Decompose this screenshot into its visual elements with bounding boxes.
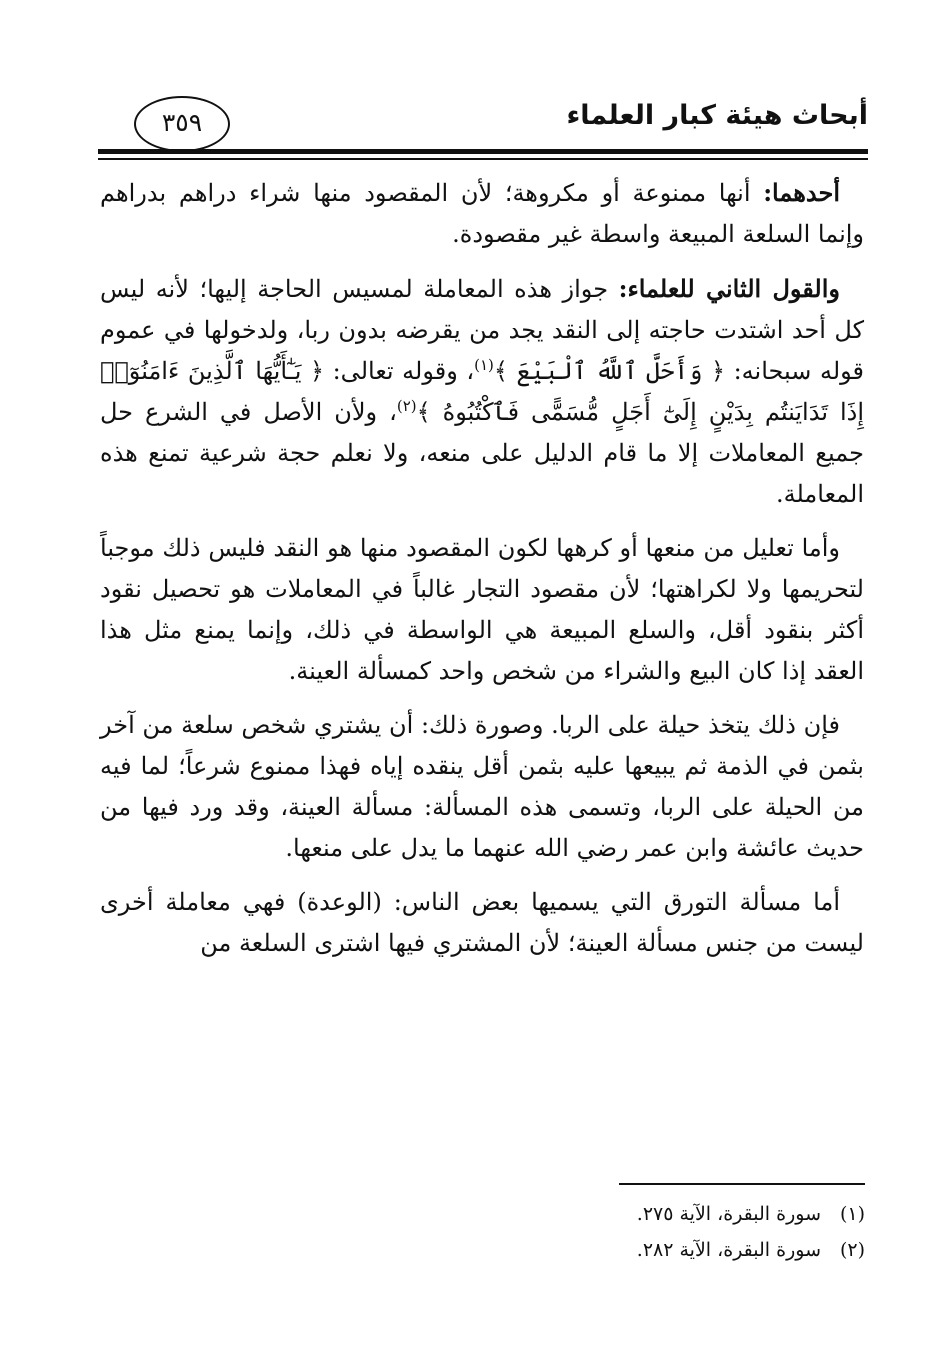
paragraph-text: ، وقوله تعالى: [324,357,475,385]
paragraph-lead: والقول الثاني للعلماء: [618,274,841,303]
footnote-number: (٢) [839,1239,865,1261]
paragraph-2 [100,268,864,515]
paragraph-text: فإن ذلك يتخذ حيلة على الربا. وصورة ذلك: أن يشتري شخص سلعة من آخر بثمن في الذمة ثم يبيعها عليه بثمن أقل ينقده إياه فهذا ممنوع شرعاً؛ لما فيه من الحيلة على الربا، وتسمى هذه المسألة: مسألة العينة، وقد ورد فيها من حديث عائشة وابن عمر رضي الله عنهما ما يدل على منعها. [100,711,864,862]
quran-verse: ﴿ وَأَحَلَّ ٱللَّهُ ٱلْبَيْعَ ﴾ [493,357,726,385]
header-title: أبحاث هيئة كبار العلماء [566,100,868,131]
paragraph-text: أما مسألة التورق التي يسميها بعض الناس: (الوعدة) فهي معاملة أخرى ليست من جنس مسألة العينة؛ لأن المشتري فيها اشترى السلعة من [100,888,864,957]
paragraph-3 [100,528,864,692]
header-rule-thin [98,158,868,160]
header-rule-thick [98,149,868,154]
paragraph-text: وأما تعليل من منعها أو كرهها لكون المقصود منها هو النقد فليس ذلك موجباً لتحريمها ولا لكراهتها؛ لأن مقصود التجار غالباً في المعاملات هو تحصيل نقود أكثر بنقود أقل، والسلع المبيعة هي الواسطة في ذلك، وإنما يمنع مثل هذا العقد إذا كان البيع والشراء من شخص واحد كمسألة العينة. [100,534,864,685]
paragraph-text: أنها ممنوعة أو مكروهة؛ لأن المقصود منها شراء دراهم بدراهم وإنما السلعة المبيعة واسطة غير مقصودة. [100,179,864,248]
paragraph-lead: أحدهما: [763,178,840,207]
paragraph-text: ، ولأن الأصل في الشرع حل جميع المعاملات إلا ما قام الدليل على منعه، ولا نعلم حجة شرعية تمنع هذه المعاملة. [100,398,864,508]
paragraph-5 [100,882,864,964]
page-number: ٣٥٩ [161,108,203,137]
page-number-oval [134,96,230,152]
footnote-item [265,1232,865,1268]
footnotes [265,1196,865,1268]
running-header [98,92,868,152]
paragraph-text: جواز هذه المعاملة لمسيس الحاجة إليها؛ لأنه ليس كل أحد اشتدت حاجته إلى النقد يجد من يقرضه بدون ربا، ولدخولها في عموم قوله سبحانه: [100,275,865,385]
footnote-number: (١) [839,1203,865,1225]
footnote-item [265,1196,865,1232]
footnote-text: سورة البقرة، الآية ٢٨٢. [636,1239,821,1261]
footnote-separator [619,1183,865,1185]
paragraph-1 [100,172,864,255]
footnote-reference: (٢) [396,397,417,415]
main-text [100,172,864,977]
paragraph-4 [100,705,864,869]
footnote-text: سورة البقرة، الآية ٢٧٥. [636,1203,821,1225]
footnote-reference: (١) [474,356,494,374]
quran-verse: ﴿ يَـٰٓأَيُّهَا ٱلَّذِينَ ءَامَنُوٓا۟ إِذَا تَدَايَنتُم بِدَيْنٍ إِلَىٰٓ أَجَلٍ مُّسَمًّى فَٱكْتُبُوهُ ﴾ [100,357,864,426]
